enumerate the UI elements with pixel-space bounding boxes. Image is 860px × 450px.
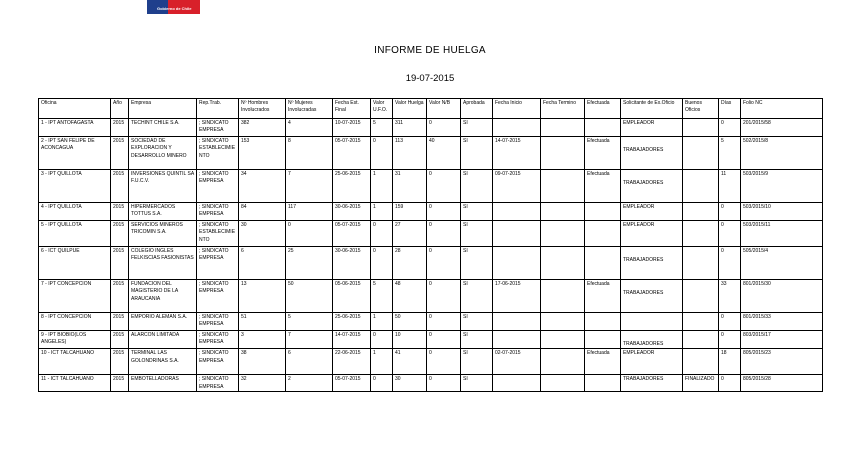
cell-rep-trab: ; SINDICATO EMPRESA bbox=[197, 375, 239, 392]
cell-mujeres: 0 bbox=[286, 221, 333, 247]
col-header: Nº Mujeres Involucradas bbox=[286, 99, 333, 119]
cell-empresa: HIPERMERCADOS TOTTUS S.A. bbox=[129, 203, 197, 221]
cell-fecha-final: 05-07-2015 bbox=[333, 375, 371, 392]
cell-dias: 0 bbox=[719, 313, 741, 331]
cell-hombres: 84 bbox=[239, 203, 286, 221]
table-row bbox=[39, 280, 823, 313]
cell-rep-trab: ; SINDICATO ESTABLECIMIENTO bbox=[197, 221, 239, 247]
cell-oficina: 2 - IPT SAN FELIPE DE ACONCAGUA bbox=[39, 137, 111, 170]
cell-hombres: 382 bbox=[239, 119, 286, 137]
col-header: Rep.Trab. bbox=[197, 99, 239, 119]
cell-mujeres: 4 bbox=[286, 119, 333, 137]
cell-fecha-final: 25-06-2015 bbox=[333, 313, 371, 331]
col-header: Valor U.F.O. bbox=[371, 99, 393, 119]
cell-buenos-oficios bbox=[683, 221, 719, 247]
cell-fecha-inicio bbox=[493, 203, 541, 221]
cell-valor-ufo: 5 bbox=[371, 119, 393, 137]
cell-buenos-oficios bbox=[683, 331, 719, 349]
cell-folio: 801/2015/30 bbox=[741, 280, 823, 313]
cell-anio: 2015 bbox=[111, 119, 129, 137]
cell-valor-huelga: 159 bbox=[393, 203, 427, 221]
cell-mujeres: 50 bbox=[286, 280, 333, 313]
cell-dias: 0 bbox=[719, 203, 741, 221]
cell-efectuada bbox=[585, 331, 621, 349]
cell-valor-ufo: 1 bbox=[371, 170, 393, 203]
table-row bbox=[39, 170, 823, 203]
cell-mujeres: 5 bbox=[286, 313, 333, 331]
col-header: Valor Huelga bbox=[393, 99, 427, 119]
cell-aprobada: SI bbox=[461, 313, 493, 331]
cell-fecha-termino bbox=[541, 331, 585, 349]
cell-oficina: 3 - IPT QUILLOTA bbox=[39, 170, 111, 203]
cell-valor-huelga: 30 bbox=[393, 375, 427, 392]
cell-oficina: 8 - IPT CONCEPCION bbox=[39, 313, 111, 331]
solicitante-text: TRABAJADORES bbox=[623, 290, 664, 296]
solicitante-text: TRABAJADORES bbox=[623, 341, 664, 347]
cell-valor-nb: 0 bbox=[427, 203, 461, 221]
cell-folio: 505/2015/4 bbox=[741, 247, 823, 280]
cell-solicitante: EMPLEADOR bbox=[621, 221, 683, 247]
cell-fecha-final: 05-07-2015 bbox=[333, 137, 371, 170]
cell-fecha-termino bbox=[541, 170, 585, 203]
col-header: Fecha Termino bbox=[541, 99, 585, 119]
cell-buenos-oficios bbox=[683, 137, 719, 170]
solicitante-text: TRABAJADORES bbox=[623, 257, 664, 263]
cell-anio: 2015 bbox=[111, 137, 129, 170]
cell-empresa: ALARCON LIMITADA bbox=[129, 331, 197, 349]
cell-dias: 11 bbox=[719, 170, 741, 203]
cell-fecha-final: 30-06-2015 bbox=[333, 203, 371, 221]
cell-valor-nb: 0 bbox=[427, 349, 461, 375]
cell-rep-trab: ; SINDICATO ESTABLECIMIENTO bbox=[197, 137, 239, 170]
cell-folio: 502/2015/8 bbox=[741, 137, 823, 170]
cell-aprobada: SI bbox=[461, 221, 493, 247]
cell-mujeres: 7 bbox=[286, 170, 333, 203]
cell-fecha-inicio: 17-06-2015 bbox=[493, 280, 541, 313]
cell-valor-nb: 0 bbox=[427, 313, 461, 331]
table-row bbox=[39, 375, 823, 392]
cell-solicitante bbox=[621, 280, 683, 313]
cell-fecha-termino bbox=[541, 221, 585, 247]
cell-valor-huelga: 31 bbox=[393, 170, 427, 203]
cell-dias: 0 bbox=[719, 221, 741, 247]
cell-efectuada bbox=[585, 119, 621, 137]
cell-dias: 0 bbox=[719, 331, 741, 349]
cell-dias: 18 bbox=[719, 349, 741, 375]
cell-mujeres: 6 bbox=[286, 349, 333, 375]
cell-buenos-oficios bbox=[683, 119, 719, 137]
cell-anio: 2015 bbox=[111, 170, 129, 203]
cell-fecha-inicio bbox=[493, 375, 541, 392]
cell-valor-nb: 0 bbox=[427, 375, 461, 392]
cell-buenos-oficios bbox=[683, 247, 719, 280]
cell-empresa: INVERSIONES QUINTIL SA F.U.C.V. bbox=[129, 170, 197, 203]
logo-text: Gobierno de Chile bbox=[157, 6, 192, 11]
cell-empresa: EMBOTELLADORAS bbox=[129, 375, 197, 392]
cell-valor-nb: 0 bbox=[427, 331, 461, 349]
cell-empresa: COLEGIO INGLES FELKISCIAS FASIONISTAS bbox=[129, 247, 197, 280]
cell-fecha-inicio bbox=[493, 119, 541, 137]
cell-dias: 0 bbox=[719, 247, 741, 280]
cell-buenos-oficios bbox=[683, 349, 719, 375]
cell-fecha-inicio bbox=[493, 221, 541, 247]
cell-oficina: 5 - IPT QUILLOTA bbox=[39, 221, 111, 247]
cell-valor-huelga: 10 bbox=[393, 331, 427, 349]
col-header: Efectuada bbox=[585, 99, 621, 119]
cell-rep-trab: ; SINDICATO EMPRESA bbox=[197, 349, 239, 375]
cell-anio: 2015 bbox=[111, 221, 129, 247]
cell-valor-nb: 0 bbox=[427, 221, 461, 247]
cell-anio: 2015 bbox=[111, 280, 129, 313]
cell-fecha-termino bbox=[541, 349, 585, 375]
cell-rep-trab: ; SINDICATO EMPRESA bbox=[197, 203, 239, 221]
cell-solicitante: EMPLEADOR bbox=[621, 203, 683, 221]
cell-efectuada: Efectuada bbox=[585, 170, 621, 203]
cell-hombres: 13 bbox=[239, 280, 286, 313]
cell-valor-huelga: 50 bbox=[393, 313, 427, 331]
cell-hombres: 30 bbox=[239, 221, 286, 247]
cell-aprobada: SI bbox=[461, 331, 493, 349]
cell-solicitante bbox=[621, 247, 683, 280]
cell-aprobada: SI bbox=[461, 119, 493, 137]
cell-fecha-final: 25-06-2015 bbox=[333, 170, 371, 203]
cell-empresa: SERVICIOS MINEROS TRICOMIN S.A. bbox=[129, 221, 197, 247]
cell-anio: 2015 bbox=[111, 349, 129, 375]
cell-fecha-inicio bbox=[493, 331, 541, 349]
cell-empresa: SOCIEDAD DE EXPLORACION Y DESARROLLO MINERO bbox=[129, 137, 197, 170]
cell-valor-ufo: 0 bbox=[371, 375, 393, 392]
cell-fecha-termino bbox=[541, 119, 585, 137]
cell-aprobada: SI bbox=[461, 349, 493, 375]
cell-folio: 503/2015/9 bbox=[741, 170, 823, 203]
cell-rep-trab: ; SINDICATO EMPRESA bbox=[197, 280, 239, 313]
cell-solicitante bbox=[621, 331, 683, 349]
col-header: Aprobada bbox=[461, 99, 493, 119]
cell-fecha-inicio: 14-07-2015 bbox=[493, 137, 541, 170]
cell-valor-nb: 0 bbox=[427, 280, 461, 313]
table-row bbox=[39, 247, 823, 280]
cell-empresa: EMPORIO ALEMAN S.A. bbox=[129, 313, 197, 331]
cell-folio: 503/2015/11 bbox=[741, 221, 823, 247]
cell-valor-huelga: 28 bbox=[393, 247, 427, 280]
cell-aprobada: SI bbox=[461, 137, 493, 170]
cell-aprobada: SI bbox=[461, 203, 493, 221]
cell-folio: 805/2015/28 bbox=[741, 375, 823, 392]
cell-fecha-termino bbox=[541, 280, 585, 313]
cell-solicitante: EMPLEADOR bbox=[621, 349, 683, 375]
cell-mujeres: 25 bbox=[286, 247, 333, 280]
cell-mujeres: 2 bbox=[286, 375, 333, 392]
cell-aprobada: SI bbox=[461, 170, 493, 203]
cell-valor-huelga: 48 bbox=[393, 280, 427, 313]
cell-folio: 803/2015/17 bbox=[741, 331, 823, 349]
cell-buenos-oficios bbox=[683, 170, 719, 203]
cell-valor-huelga: 41 bbox=[393, 349, 427, 375]
cell-hombres: 51 bbox=[239, 313, 286, 331]
cell-fecha-inicio: 02-07-2015 bbox=[493, 349, 541, 375]
col-header: Folio NC bbox=[741, 99, 823, 119]
cell-fecha-termino bbox=[541, 247, 585, 280]
report-title: INFORME DE HUELGA bbox=[374, 45, 486, 56]
col-header: Nº Hombres Involucrados bbox=[239, 99, 286, 119]
cell-fecha-final: 05-07-2015 bbox=[333, 221, 371, 247]
cell-solicitante: EMPLEADOR bbox=[621, 119, 683, 137]
cell-mujeres: 7 bbox=[286, 331, 333, 349]
cell-efectuada bbox=[585, 247, 621, 280]
cell-efectuada: Efectuada bbox=[585, 137, 621, 170]
cell-rep-trab: ; SINDICATO EMPRESA bbox=[197, 331, 239, 349]
cell-folio: 201/2015/58 bbox=[741, 119, 823, 137]
cell-buenos-oficios: FINALIZADO bbox=[683, 375, 719, 392]
cell-valor-huelga: 113 bbox=[393, 137, 427, 170]
cell-fecha-termino bbox=[541, 203, 585, 221]
cell-oficina: 10 - ICT TALCAHUANO bbox=[39, 349, 111, 375]
cell-valor-ufo: 1 bbox=[371, 313, 393, 331]
table-row bbox=[39, 313, 823, 331]
cell-valor-ufo: 5 bbox=[371, 280, 393, 313]
report-date: 19-07-2015 bbox=[405, 73, 455, 84]
cell-hombres: 38 bbox=[239, 349, 286, 375]
cell-valor-nb: 0 bbox=[427, 170, 461, 203]
cell-hombres: 6 bbox=[239, 247, 286, 280]
cell-oficina: 4 - IPT QUILLOTA bbox=[39, 203, 111, 221]
cell-folio: 503/2015/10 bbox=[741, 203, 823, 221]
cell-efectuada bbox=[585, 221, 621, 247]
col-header: Solicitante de Ex.Oficio bbox=[621, 99, 683, 119]
cell-efectuada bbox=[585, 375, 621, 392]
cell-valor-ufo: 0 bbox=[371, 221, 393, 247]
cell-valor-nb: 0 bbox=[427, 247, 461, 280]
col-header: Empresa bbox=[129, 99, 197, 119]
solicitante-text: TRABAJADORES bbox=[623, 180, 664, 186]
cell-aprobada: SI bbox=[461, 247, 493, 280]
cell-fecha-final: 14-07-2015 bbox=[333, 331, 371, 349]
table-row bbox=[39, 349, 823, 375]
cell-fecha-inicio bbox=[493, 313, 541, 331]
cell-fecha-inicio: 09-07-2015 bbox=[493, 170, 541, 203]
cell-oficina: 7 - IPT CONCEPCION bbox=[39, 280, 111, 313]
cell-valor-huelga: 27 bbox=[393, 221, 427, 247]
cell-rep-trab: ; SINDICATO EMPRESA bbox=[197, 247, 239, 280]
cell-valor-ufo: 0 bbox=[371, 247, 393, 280]
cell-anio: 2015 bbox=[111, 331, 129, 349]
cell-hombres: 32 bbox=[239, 375, 286, 392]
solicitante-text: TRABAJADORES bbox=[623, 147, 664, 153]
cell-solicitante bbox=[621, 313, 683, 331]
cell-efectuada: Efectuada bbox=[585, 349, 621, 375]
cell-fecha-final: 10-07-2015 bbox=[333, 119, 371, 137]
col-header: Fecha Inicio bbox=[493, 99, 541, 119]
strike-report-table bbox=[38, 98, 823, 392]
col-header: Días bbox=[719, 99, 741, 119]
col-header: Buenos Oficios bbox=[683, 99, 719, 119]
cell-rep-trab: ; SINDICATO EMPRESA bbox=[197, 170, 239, 203]
cell-solicitante bbox=[621, 137, 683, 170]
col-header: Fecha Est. Final bbox=[333, 99, 371, 119]
cell-anio: 2015 bbox=[111, 375, 129, 392]
cell-valor-ufo: 0 bbox=[371, 331, 393, 349]
cell-hombres: 3 bbox=[239, 331, 286, 349]
cell-aprobada: SI bbox=[461, 280, 493, 313]
cell-valor-nb: 40 bbox=[427, 137, 461, 170]
cell-buenos-oficios bbox=[683, 203, 719, 221]
cell-valor-ufo: 0 bbox=[371, 137, 393, 170]
cell-dias: 33 bbox=[719, 280, 741, 313]
cell-rep-trab: ; SINDICATO EMPRESA bbox=[197, 313, 239, 331]
cell-oficina: 6 - ICT QUILPUE bbox=[39, 247, 111, 280]
cell-efectuada bbox=[585, 313, 621, 331]
cell-fecha-termino bbox=[541, 313, 585, 331]
cell-aprobada: SI bbox=[461, 375, 493, 392]
cell-anio: 2015 bbox=[111, 247, 129, 280]
cell-mujeres: 8 bbox=[286, 137, 333, 170]
cell-fecha-final: 22-06-2015 bbox=[333, 349, 371, 375]
cell-fecha-termino bbox=[541, 137, 585, 170]
cell-buenos-oficios bbox=[683, 313, 719, 331]
table-row bbox=[39, 119, 823, 137]
cell-efectuada: Efectuada bbox=[585, 280, 621, 313]
cell-dias: 0 bbox=[719, 119, 741, 137]
col-header: Valor N/B bbox=[427, 99, 461, 119]
cell-buenos-oficios bbox=[683, 280, 719, 313]
cell-valor-ufo: 1 bbox=[371, 203, 393, 221]
cell-folio: 801/2015/33 bbox=[741, 313, 823, 331]
cell-oficina: 11 - ICT TALCAHUANO bbox=[39, 375, 111, 392]
cell-efectuada bbox=[585, 203, 621, 221]
cell-fecha-termino bbox=[541, 375, 585, 392]
cell-anio: 2015 bbox=[111, 313, 129, 331]
table-row bbox=[39, 331, 823, 349]
cell-oficina: 9 - IPT BIOBIO(LOS ANGELES) bbox=[39, 331, 111, 349]
cell-fecha-inicio bbox=[493, 247, 541, 280]
col-header: Oficina bbox=[39, 99, 111, 119]
cell-oficina: 1 - IPT ANTOFAGASTA bbox=[39, 119, 111, 137]
cell-hombres: 153 bbox=[239, 137, 286, 170]
cell-valor-ufo: 1 bbox=[371, 349, 393, 375]
header-row bbox=[39, 99, 823, 119]
cell-rep-trab: ; SINDICATO EMPRESA bbox=[197, 119, 239, 137]
cell-mujeres: 117 bbox=[286, 203, 333, 221]
cell-hombres: 34 bbox=[239, 170, 286, 203]
cell-anio: 2015 bbox=[111, 203, 129, 221]
cell-empresa: TERMINAL LAS GOLONDRINAS S.A. bbox=[129, 349, 197, 375]
table-row bbox=[39, 203, 823, 221]
table-row bbox=[39, 137, 823, 170]
cell-valor-nb: 0 bbox=[427, 119, 461, 137]
cell-empresa: FUNDACION DEL MAGISTERIO DE LA ARAUCANIA bbox=[129, 280, 197, 313]
cell-solicitante bbox=[621, 170, 683, 203]
cell-dias: 0 bbox=[719, 375, 741, 392]
cell-solicitante: TRABAJADORES bbox=[621, 375, 683, 392]
cell-empresa: TECHINT CHILE S.A. bbox=[129, 119, 197, 137]
cell-valor-huelga: 311 bbox=[393, 119, 427, 137]
table-row bbox=[39, 221, 823, 247]
cell-fecha-final: 30-06-2015 bbox=[333, 247, 371, 280]
cell-fecha-final: 05-06-2015 bbox=[333, 280, 371, 313]
cell-folio: 805/2015/23 bbox=[741, 349, 823, 375]
col-header: Año bbox=[111, 99, 129, 119]
cell-dias: 5 bbox=[719, 137, 741, 170]
